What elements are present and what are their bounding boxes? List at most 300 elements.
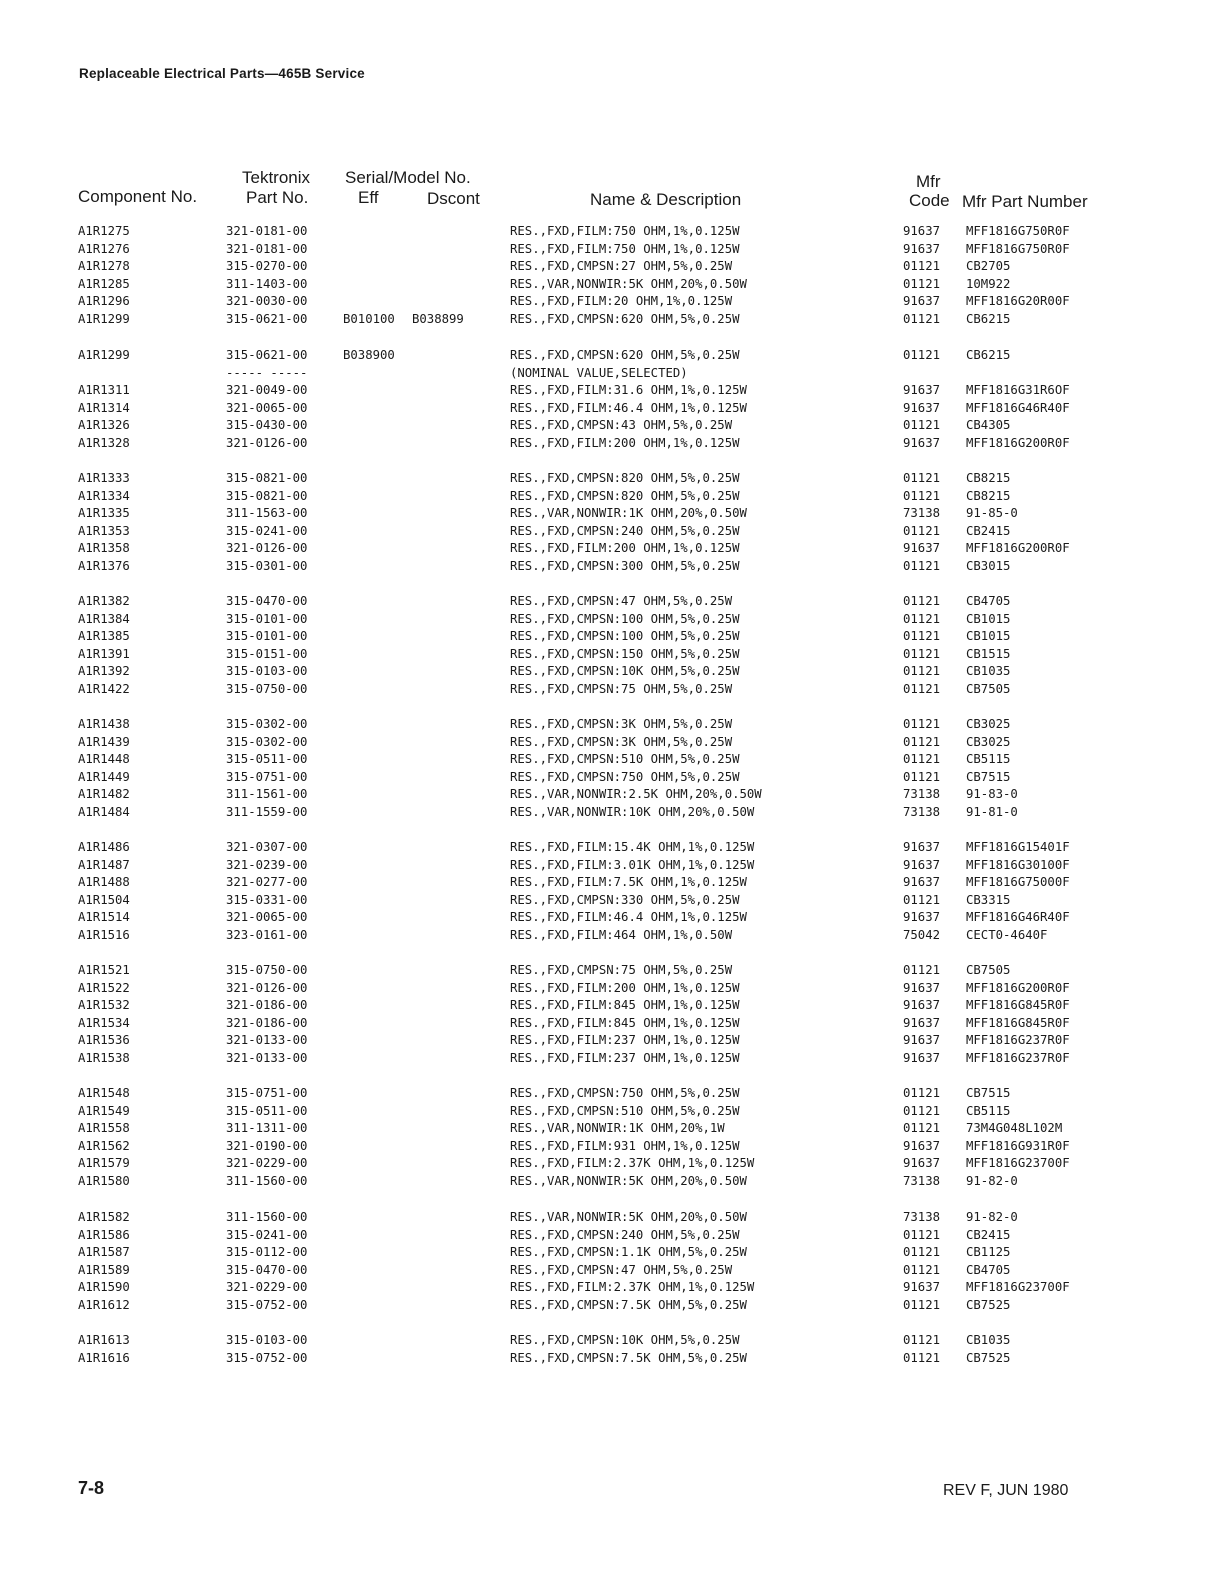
description: RES.,FXD,CMPSN:100 OHM,5%,0.25W [510, 629, 740, 644]
table-row [0, 504, 1224, 522]
header-mfr-part-number: Mfr Part Number [962, 192, 1088, 211]
table-row [0, 680, 1224, 698]
component-no: A1R1589 [78, 1262, 130, 1277]
description: RES.,FXD,CMPSN:150 OHM,5%,0.25W [510, 646, 740, 661]
mfr-part-number: MFF1816G23700F [966, 1156, 1070, 1171]
table-row [0, 627, 1224, 645]
table-row [0, 838, 1224, 856]
description: RES.,FXD,FILM:46.4 OHM,1%,0.125W [510, 910, 747, 925]
part-no: 311-1561-00 [226, 787, 308, 802]
mfr-part-number: 10M922 [966, 276, 1011, 291]
part-no: 315-0103-00 [226, 664, 308, 679]
component-no: A1R1449 [78, 769, 130, 784]
table-row [0, 891, 1224, 909]
table-row [0, 715, 1224, 733]
part-no: 311-1311-00 [226, 1121, 308, 1136]
part-no: 321-0307-00 [226, 840, 308, 854]
mfr-part-number: 73M4G048L102M [966, 1121, 1063, 1136]
mfr-code: 91637 [903, 400, 941, 415]
table-row [0, 539, 1224, 557]
part-no: 315-0621-00 [226, 348, 308, 362]
mfr-code: 73138 [903, 1210, 941, 1224]
description: RES.,FXD,FILM:750 OHM,1%,0.125W [510, 224, 740, 238]
component-no: A1R1482 [78, 787, 130, 802]
mfr-code: 01121 [903, 1086, 941, 1100]
mfr-part-number: CB2415 [966, 523, 1011, 538]
mfr-part-number: 91-82-0 [966, 1210, 1018, 1224]
mfr-code: 91637 [903, 294, 941, 309]
mfr-code: 91637 [903, 436, 941, 450]
description: RES.,VAR,NONWIR:1K OHM,20%,1W [510, 1121, 725, 1136]
description: RES.,FXD,CMPSN:10K OHM,5%,0.25W [510, 1333, 740, 1347]
mfr-code: 01121 [903, 559, 941, 573]
description: RES.,FXD,CMPSN:820 OHM,5%,0.25W [510, 471, 740, 485]
part-no: 315-0752-00 [226, 1298, 308, 1312]
mfr-code: 91637 [903, 1280, 941, 1295]
description: RES.,FXD,CMPSN:750 OHM,5%,0.25W [510, 769, 740, 784]
mfr-code: 01121 [903, 664, 941, 679]
mfr-code: 91637 [903, 980, 941, 995]
part-no: 321-0133-00 [226, 1033, 308, 1048]
component-no: A1R1333 [78, 471, 130, 485]
mfr-part-number: MFF1816G30100F [966, 857, 1070, 872]
mfr-part-number: MFF1816G20R00F [966, 294, 1070, 309]
mfr-part-number: CB1035 [966, 1333, 1011, 1347]
part-no: 315-0430-00 [226, 418, 308, 433]
mfr-part-number: CB7525 [966, 1350, 1011, 1365]
component-no: A1R1487 [78, 857, 130, 872]
description: RES.,VAR,NONWIR:5K OHM,20%,0.50W [510, 1210, 747, 1224]
mfr-code: 01121 [903, 1298, 941, 1312]
mfr-code: 01121 [903, 646, 941, 661]
part-no: 315-0101-00 [226, 629, 308, 644]
header-part-no: Part No. [246, 188, 309, 207]
mfr-code: 73138 [903, 1174, 941, 1188]
part-no: 315-0270-00 [226, 259, 308, 274]
mfr-part-number: MFF1816G200R0F [966, 541, 1070, 556]
part-no: 315-0331-00 [226, 892, 308, 907]
part-no: 321-0133-00 [226, 1051, 308, 1065]
description: RES.,FXD,FILM:237 OHM,1%,0.125W [510, 1033, 740, 1048]
mfr-part-number: CB1035 [966, 664, 1011, 679]
part-no: 323-0161-00 [226, 928, 308, 942]
mfr-part-number: 91-81-0 [966, 805, 1018, 819]
table-row [0, 557, 1224, 575]
mfr-code: 01121 [903, 611, 941, 626]
part-no: 321-0186-00 [226, 998, 308, 1013]
component-no: A1R1562 [78, 1138, 130, 1153]
component-no: A1R1326 [78, 418, 130, 433]
table-row [0, 733, 1224, 751]
description: RES.,FXD,CMPSN:300 OHM,5%,0.25W [510, 559, 740, 573]
part-no: 315-0511-00 [226, 752, 308, 767]
part-no: 315-0470-00 [226, 594, 308, 608]
description: RES.,FXD,CMPSN:750 OHM,5%,0.25W [510, 1086, 740, 1100]
mfr-part-number: CB6215 [966, 348, 1011, 362]
mfr-code: 01121 [903, 717, 941, 731]
part-no: 321-0277-00 [226, 875, 308, 890]
part-no: 321-0049-00 [226, 383, 308, 398]
part-no: 321-0126-00 [226, 541, 308, 556]
mfr-part-number: CB7505 [966, 682, 1011, 696]
mfr-part-number: CB2415 [966, 1227, 1011, 1242]
description: RES.,FXD,CMPSN:510 OHM,5%,0.25W [510, 752, 740, 767]
part-no: 315-0750-00 [226, 963, 308, 977]
part-no: ----- ----- [226, 365, 308, 380]
mfr-code: 91637 [903, 998, 941, 1013]
component-no: A1R1384 [78, 611, 130, 626]
mfr-part-number: MFF1816G46R40F [966, 910, 1070, 925]
mfr-code: 01121 [903, 629, 941, 644]
component-no: A1R1278 [78, 259, 130, 274]
header-eff: Eff [358, 188, 379, 207]
table-row [0, 1278, 1224, 1296]
component-no: A1R1521 [78, 963, 130, 977]
mfr-part-number: CB6215 [966, 312, 1011, 326]
table-row [0, 1243, 1224, 1261]
description: RES.,FXD,FILM:31.6 OHM,1%,0.125W [510, 383, 747, 398]
description: RES.,FXD,FILM:845 OHM,1%,0.125W [510, 998, 740, 1013]
mfr-part-number: MFF1816G750R0F [966, 241, 1070, 256]
description: RES.,FXD,FILM:20 OHM,1%,0.125W [510, 294, 733, 309]
mfr-code: 01121 [903, 1262, 941, 1277]
part-no: 321-0126-00 [226, 436, 308, 450]
component-no: A1R1587 [78, 1245, 130, 1260]
description: RES.,FXD,CMPSN:100 OHM,5%,0.25W [510, 611, 740, 626]
table-row [0, 873, 1224, 891]
mfr-code: 01121 [903, 523, 941, 538]
description: RES.,FXD,CMPSN:47 OHM,5%,0.25W [510, 594, 733, 608]
description: RES.,FXD,CMPSN:47 OHM,5%,0.25W [510, 1262, 733, 1277]
component-no: A1R1276 [78, 241, 130, 256]
description: RES.,FXD,CMPSN:75 OHM,5%,0.25W [510, 682, 733, 696]
part-no: 321-0190-00 [226, 1138, 308, 1153]
mfr-code: 73138 [903, 805, 941, 819]
description: RES.,FXD,FILM:2.37K OHM,1%,0.125W [510, 1280, 755, 1295]
table-row [0, 522, 1224, 540]
table-row [0, 645, 1224, 663]
mfr-part-number: 91-85-0 [966, 506, 1018, 521]
component-no: A1R1296 [78, 294, 130, 309]
part-no: 321-0229-00 [226, 1280, 308, 1295]
mfr-part-number: MFF1816G931R0F [966, 1138, 1070, 1153]
part-no: 315-0470-00 [226, 1262, 308, 1277]
table-row [0, 487, 1224, 505]
part-no: 315-0751-00 [226, 1086, 308, 1100]
description: RES.,FXD,FILM:845 OHM,1%,0.125W [510, 1015, 740, 1030]
component-no: A1R1558 [78, 1121, 130, 1136]
mfr-part-number: CB3315 [966, 892, 1011, 907]
header-code: Code [909, 191, 950, 210]
component-no: A1R1391 [78, 646, 130, 661]
description: RES.,VAR,NONWIR:1K OHM,20%,0.50W [510, 506, 747, 521]
table-row [0, 1049, 1224, 1067]
part-no: 315-0241-00 [226, 523, 308, 538]
part-no: 311-1560-00 [226, 1210, 308, 1224]
part-no: 311-1559-00 [226, 805, 308, 819]
serial-eff: B010100 [343, 312, 395, 326]
component-no: A1R1616 [78, 1350, 130, 1365]
table-row [0, 222, 1224, 240]
mfr-code: 91637 [903, 1138, 941, 1153]
revision-note: REV F, JUN 1980 [943, 1482, 1069, 1499]
mfr-part-number: MFF1816G237R0F [966, 1051, 1070, 1065]
part-no: 315-0752-00 [226, 1350, 308, 1365]
mfr-code: 01121 [903, 312, 941, 326]
table-row [0, 381, 1224, 399]
mfr-code: 91637 [903, 840, 941, 854]
mfr-code: 01121 [903, 471, 941, 485]
part-no: 315-0750-00 [226, 682, 308, 696]
part-no: 321-0239-00 [226, 857, 308, 872]
component-no: A1R1314 [78, 400, 130, 415]
description: RES.,FXD,CMPSN:240 OHM,5%,0.25W [510, 1227, 740, 1242]
mfr-code: 01121 [903, 259, 941, 274]
component-no: A1R1299 [78, 312, 130, 326]
table-row [0, 610, 1224, 628]
header-serial-model-no: Serial/Model No. [345, 168, 471, 187]
mfr-code: 73138 [903, 787, 941, 802]
mfr-part-number: MFF1816G75000F [966, 875, 1070, 890]
mfr-code: 01121 [903, 1227, 941, 1242]
description: RES.,FXD,CMPSN:3K OHM,5%,0.25W [510, 717, 733, 731]
header-mfr: Mfr [916, 172, 941, 191]
mfr-part-number: MFF1816G237R0F [966, 1033, 1070, 1048]
mfr-code: 01121 [903, 276, 941, 291]
component-no: A1R1522 [78, 980, 130, 995]
component-no: A1R1439 [78, 734, 130, 749]
component-no: A1R1579 [78, 1156, 130, 1171]
part-no: 321-0065-00 [226, 400, 308, 415]
component-no: A1R1285 [78, 276, 130, 291]
mfr-part-number: CB3025 [966, 734, 1011, 749]
mfr-code: 01121 [903, 892, 941, 907]
part-no: 315-0511-00 [226, 1103, 308, 1118]
page-number: 7-8 [78, 1478, 105, 1498]
table-row [0, 1031, 1224, 1049]
description: RES.,FXD,CMPSN:1.1K OHM,5%,0.25W [510, 1245, 747, 1260]
mfr-code: 91637 [903, 241, 941, 256]
part-no: 315-0103-00 [226, 1333, 308, 1347]
description: RES.,VAR,NONWIR:10K OHM,20%,0.50W [510, 805, 755, 819]
part-no: 321-0186-00 [226, 1015, 308, 1030]
mfr-code: 75042 [903, 928, 941, 942]
mfr-code: 91637 [903, 1015, 941, 1030]
description: RES.,FXD,FILM:200 OHM,1%,0.125W [510, 436, 740, 450]
part-no: 321-0126-00 [226, 980, 308, 995]
mfr-part-number: CB8215 [966, 488, 1011, 503]
component-no: A1R1334 [78, 488, 130, 503]
part-no: 321-0229-00 [226, 1156, 308, 1171]
mfr-code: 01121 [903, 769, 941, 784]
part-no: 321-0030-00 [226, 294, 308, 309]
table-row [0, 1172, 1224, 1190]
component-no: A1R1376 [78, 559, 130, 573]
table-row [0, 926, 1224, 944]
part-no: 315-0151-00 [226, 646, 308, 661]
table-row [0, 1154, 1224, 1172]
mfr-part-number: CB2705 [966, 259, 1011, 274]
mfr-part-number: 91-83-0 [966, 787, 1018, 802]
component-no: A1R1382 [78, 594, 130, 608]
mfr-part-number: CB4305 [966, 418, 1011, 433]
component-no: A1R1514 [78, 910, 130, 925]
component-no: A1R1488 [78, 875, 130, 890]
part-no: 315-0621-00 [226, 312, 308, 326]
table-row [0, 469, 1224, 487]
description: RES.,VAR,NONWIR:5K OHM,20%,0.50W [510, 276, 747, 291]
part-no: 315-0821-00 [226, 488, 308, 503]
mfr-part-number: MFF1816G15401F [966, 840, 1070, 854]
description: RES.,FXD,CMPSN:7.5K OHM,5%,0.25W [510, 1298, 747, 1312]
description: RES.,FXD,CMPSN:510 OHM,5%,0.25W [510, 1103, 740, 1118]
part-no: 315-0302-00 [226, 734, 308, 749]
header-component-no: Component No. [78, 187, 198, 206]
table-row [0, 961, 1224, 979]
table-row [0, 1102, 1224, 1120]
component-no: A1R1299 [78, 348, 130, 362]
description: RES.,FXD,FILM:464 OHM,1%,0.50W [510, 928, 733, 942]
table-row [0, 908, 1224, 926]
table-row [0, 346, 1224, 364]
description: RES.,FXD,CMPSN:330 OHM,5%,0.25W [510, 892, 740, 907]
running-head: Replaceable Electrical Parts—465B Service [79, 66, 365, 81]
table-row [0, 785, 1224, 803]
component-no: A1R1580 [78, 1174, 130, 1188]
component-no: A1R1335 [78, 506, 130, 521]
table-row [0, 768, 1224, 786]
mfr-code: 91637 [903, 875, 941, 890]
description: RES.,FXD,CMPSN:27 OHM,5%,0.25W [510, 259, 733, 274]
part-no: 315-0301-00 [226, 559, 308, 573]
mfr-part-number: CB7525 [966, 1298, 1011, 1312]
table-row [0, 1014, 1224, 1032]
table-row [0, 803, 1224, 821]
description: RES.,FXD,CMPSN:43 OHM,5%,0.25W [510, 418, 733, 433]
component-no: A1R1385 [78, 629, 130, 644]
mfr-part-number: MFF1816G200R0F [966, 980, 1070, 995]
mfr-part-number: CB5115 [966, 1103, 1011, 1118]
mfr-part-number: CB1515 [966, 646, 1011, 661]
mfr-code: 01121 [903, 1350, 941, 1365]
component-no: A1R1532 [78, 998, 130, 1013]
table-row [0, 750, 1224, 768]
table-row [0, 1137, 1224, 1155]
table-row [0, 1119, 1224, 1137]
serial-dscont: B038899 [412, 312, 464, 326]
mfr-code: 01121 [903, 1333, 941, 1347]
mfr-part-number: CB1015 [966, 611, 1011, 626]
header-name-description: Name & Description [590, 190, 742, 209]
component-no: A1R1590 [78, 1280, 130, 1295]
description: RES.,FXD,FILM:46.4 OHM,1%,0.125W [510, 400, 747, 415]
mfr-part-number: CECT0-4640F [966, 928, 1048, 942]
mfr-part-number: MFF1816G46R40F [966, 400, 1070, 415]
mfr-code: 01121 [903, 1121, 941, 1136]
description: RES.,FXD,FILM:931 OHM,1%,0.125W [510, 1138, 740, 1153]
part-no: 315-0751-00 [226, 769, 308, 784]
mfr-code: 91637 [903, 1156, 941, 1171]
component-no: A1R1504 [78, 892, 130, 907]
component-no: A1R1534 [78, 1015, 130, 1030]
table-row [0, 275, 1224, 293]
component-no: A1R1353 [78, 523, 130, 538]
description: RES.,FXD,CMPSN:75 OHM,5%,0.25W [510, 963, 733, 977]
mfr-code: 01121 [903, 594, 941, 608]
mfr-code: 01121 [903, 734, 941, 749]
mfr-part-number: CB1015 [966, 629, 1011, 644]
component-no: A1R1484 [78, 805, 130, 819]
mfr-part-number: MFF1816G750R0F [966, 224, 1070, 238]
table-row [0, 1261, 1224, 1279]
mfr-part-number: CB7515 [966, 1086, 1011, 1100]
table-row [0, 292, 1224, 310]
description: RES.,FXD,FILM:15.4K OHM,1%,0.125W [510, 840, 755, 854]
table-row [0, 310, 1224, 328]
mfr-part-number: CB7515 [966, 769, 1011, 784]
mfr-code: 91637 [903, 910, 941, 925]
mfr-code: 91637 [903, 541, 941, 556]
mfr-part-number: CB4705 [966, 1262, 1011, 1277]
description: RES.,FXD,FILM:200 OHM,1%,0.125W [510, 541, 740, 556]
table-row [0, 240, 1224, 258]
component-no: A1R1613 [78, 1333, 130, 1347]
mfr-part-number: CB8215 [966, 471, 1011, 485]
component-no: A1R1438 [78, 717, 130, 731]
mfr-part-number: MFF1816G845R0F [966, 998, 1070, 1013]
table-row [0, 1331, 1224, 1349]
mfr-part-number: 91-82-0 [966, 1174, 1018, 1188]
component-no: A1R1486 [78, 840, 130, 854]
component-no: A1R1549 [78, 1103, 130, 1118]
part-no: 315-0302-00 [226, 717, 308, 731]
mfr-code: 91637 [903, 383, 941, 398]
mfr-part-number: CB3025 [966, 717, 1011, 731]
table-row [0, 416, 1224, 434]
table-row [0, 1296, 1224, 1314]
table-row [0, 1349, 1224, 1367]
component-no: A1R1516 [78, 928, 130, 942]
component-no: A1R1538 [78, 1051, 130, 1065]
header-dscont: Dscont [427, 189, 480, 208]
description: RES.,FXD,FILM:7.5K OHM,1%,0.125W [510, 875, 747, 890]
description: RES.,VAR,NONWIR:2.5K OHM,20%,0.50W [510, 787, 762, 802]
component-no: A1R1586 [78, 1227, 130, 1242]
mfr-part-number: MFF1816G845R0F [966, 1015, 1070, 1030]
mfr-code: 01121 [903, 963, 941, 977]
mfr-code: 91637 [903, 224, 941, 238]
component-no: A1R1328 [78, 436, 130, 450]
part-no: 311-1403-00 [226, 276, 308, 291]
description: RES.,FXD,FILM:2.37K OHM,1%,0.125W [510, 1156, 755, 1171]
mfr-code: 01121 [903, 418, 941, 433]
component-no: A1R1536 [78, 1033, 130, 1048]
part-no: 311-1563-00 [226, 506, 308, 521]
component-no: A1R1422 [78, 682, 130, 696]
description: RES.,FXD,CMPSN:240 OHM,5%,0.25W [510, 523, 740, 538]
description: RES.,VAR,NONWIR:5K OHM,20%,0.50W [510, 1174, 747, 1188]
description: RES.,FXD,CMPSN:10K OHM,5%,0.25W [510, 664, 740, 679]
mfr-part-number: CB3015 [966, 559, 1011, 573]
mfr-code: 01121 [903, 682, 941, 696]
mfr-part-number: CB5115 [966, 752, 1011, 767]
component-no: A1R1275 [78, 224, 130, 238]
mfr-part-number: MFF1816G23700F [966, 1280, 1070, 1295]
mfr-code: 01121 [903, 752, 941, 767]
table-row [0, 592, 1224, 610]
mfr-part-number: MFF1816G31R6OF [966, 383, 1070, 398]
component-no: A1R1612 [78, 1298, 130, 1312]
